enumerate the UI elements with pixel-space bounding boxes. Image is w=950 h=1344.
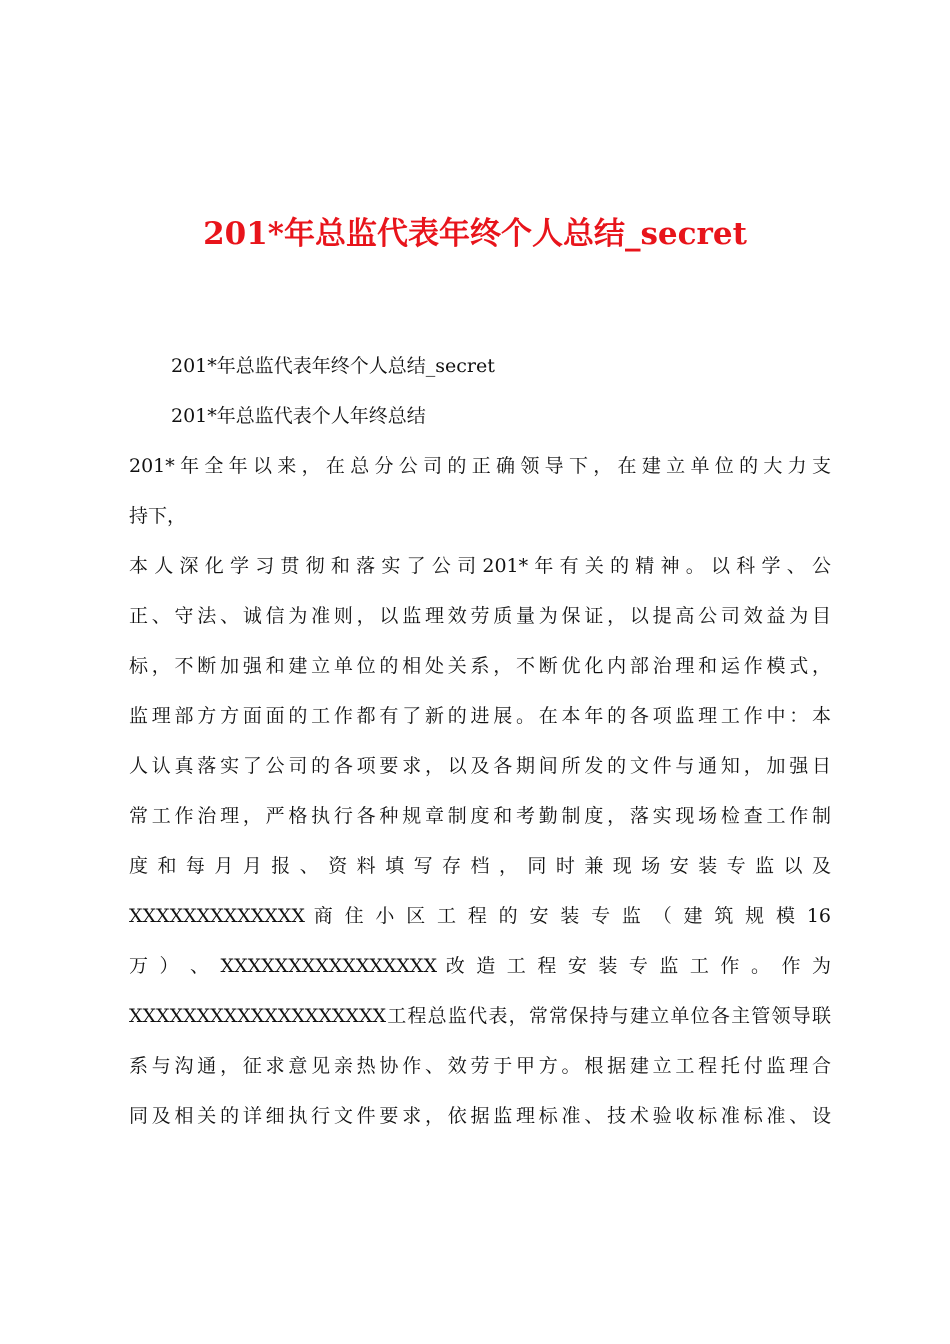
- paragraph-line: 系与沟通，征求意见亲热协作、效劳于甲方。根据建立工程托付监理合: [129, 1055, 831, 1077]
- paragraph-main: [129, 541, 831, 1141]
- paragraph-line: XXXXXXXXXXXXX 商 住 小 区 工 程 的 安 装 专 监 （ 建 筑 规 模 16: [129, 905, 831, 927]
- paragraph-intro: [129, 441, 831, 541]
- paragraph-line: XXXXXXXXXXXXXXXXXXX工程总监代表，常常保持与建立单位各主管领导联: [129, 1005, 831, 1027]
- paragraph-line: 人认真落实了公司的各项要求，以及各期间所发的文件与通知，加强日: [129, 755, 831, 777]
- paragraph-line: 常工作治理，严格执行各种规章制度和考勤制度，落实现场检查工作制: [129, 805, 831, 827]
- paragraph-line: 持下，: [129, 505, 187, 527]
- paragraph-line: 监理部方方面面的工作都有了新的进展。在本年的各项监理工作中：本: [129, 705, 831, 727]
- paragraph-line: 标，不断加强和建立单位的相处关系，不断优化内部治理和运作模式，: [129, 655, 831, 677]
- paragraph-line: 同及相关的详细执行文件要求，依据监理标准、技术验收标准标准、设: [129, 1105, 831, 1127]
- paragraph-heading-repeat: 201*年总监代表年终个人总结_secret: [171, 355, 495, 377]
- document-body: [129, 341, 831, 1141]
- document-title: 201*年总监代表年终个人总结_secret: [203, 216, 747, 252]
- paragraph-line: 201*年全年以来，在总分公司的正确领导下，在建立单位的大力支: [129, 455, 831, 477]
- paragraph-subtitle: 201*年总监代表个人年终总结: [171, 405, 426, 427]
- paragraph-line: 正、守法、诚信为准则，以监理效劳质量为保证，以提高公司效益为目: [129, 605, 831, 627]
- paragraph-line: 度 和 每 月 月 报 、 资 料 填 写 存 档 ， 同 时 兼 现 场 安 装 专 监 以 及: [129, 855, 831, 877]
- paragraph-line: 本人深化学习贯彻和落实了公司201*年有关的精神。以科学、公: [129, 555, 831, 577]
- paragraph-line: 万 ） 、 XXXXXXXXXXXXXXXX 改 造 工 程 安 装 专 监 工 作 。 作 为: [129, 955, 831, 977]
